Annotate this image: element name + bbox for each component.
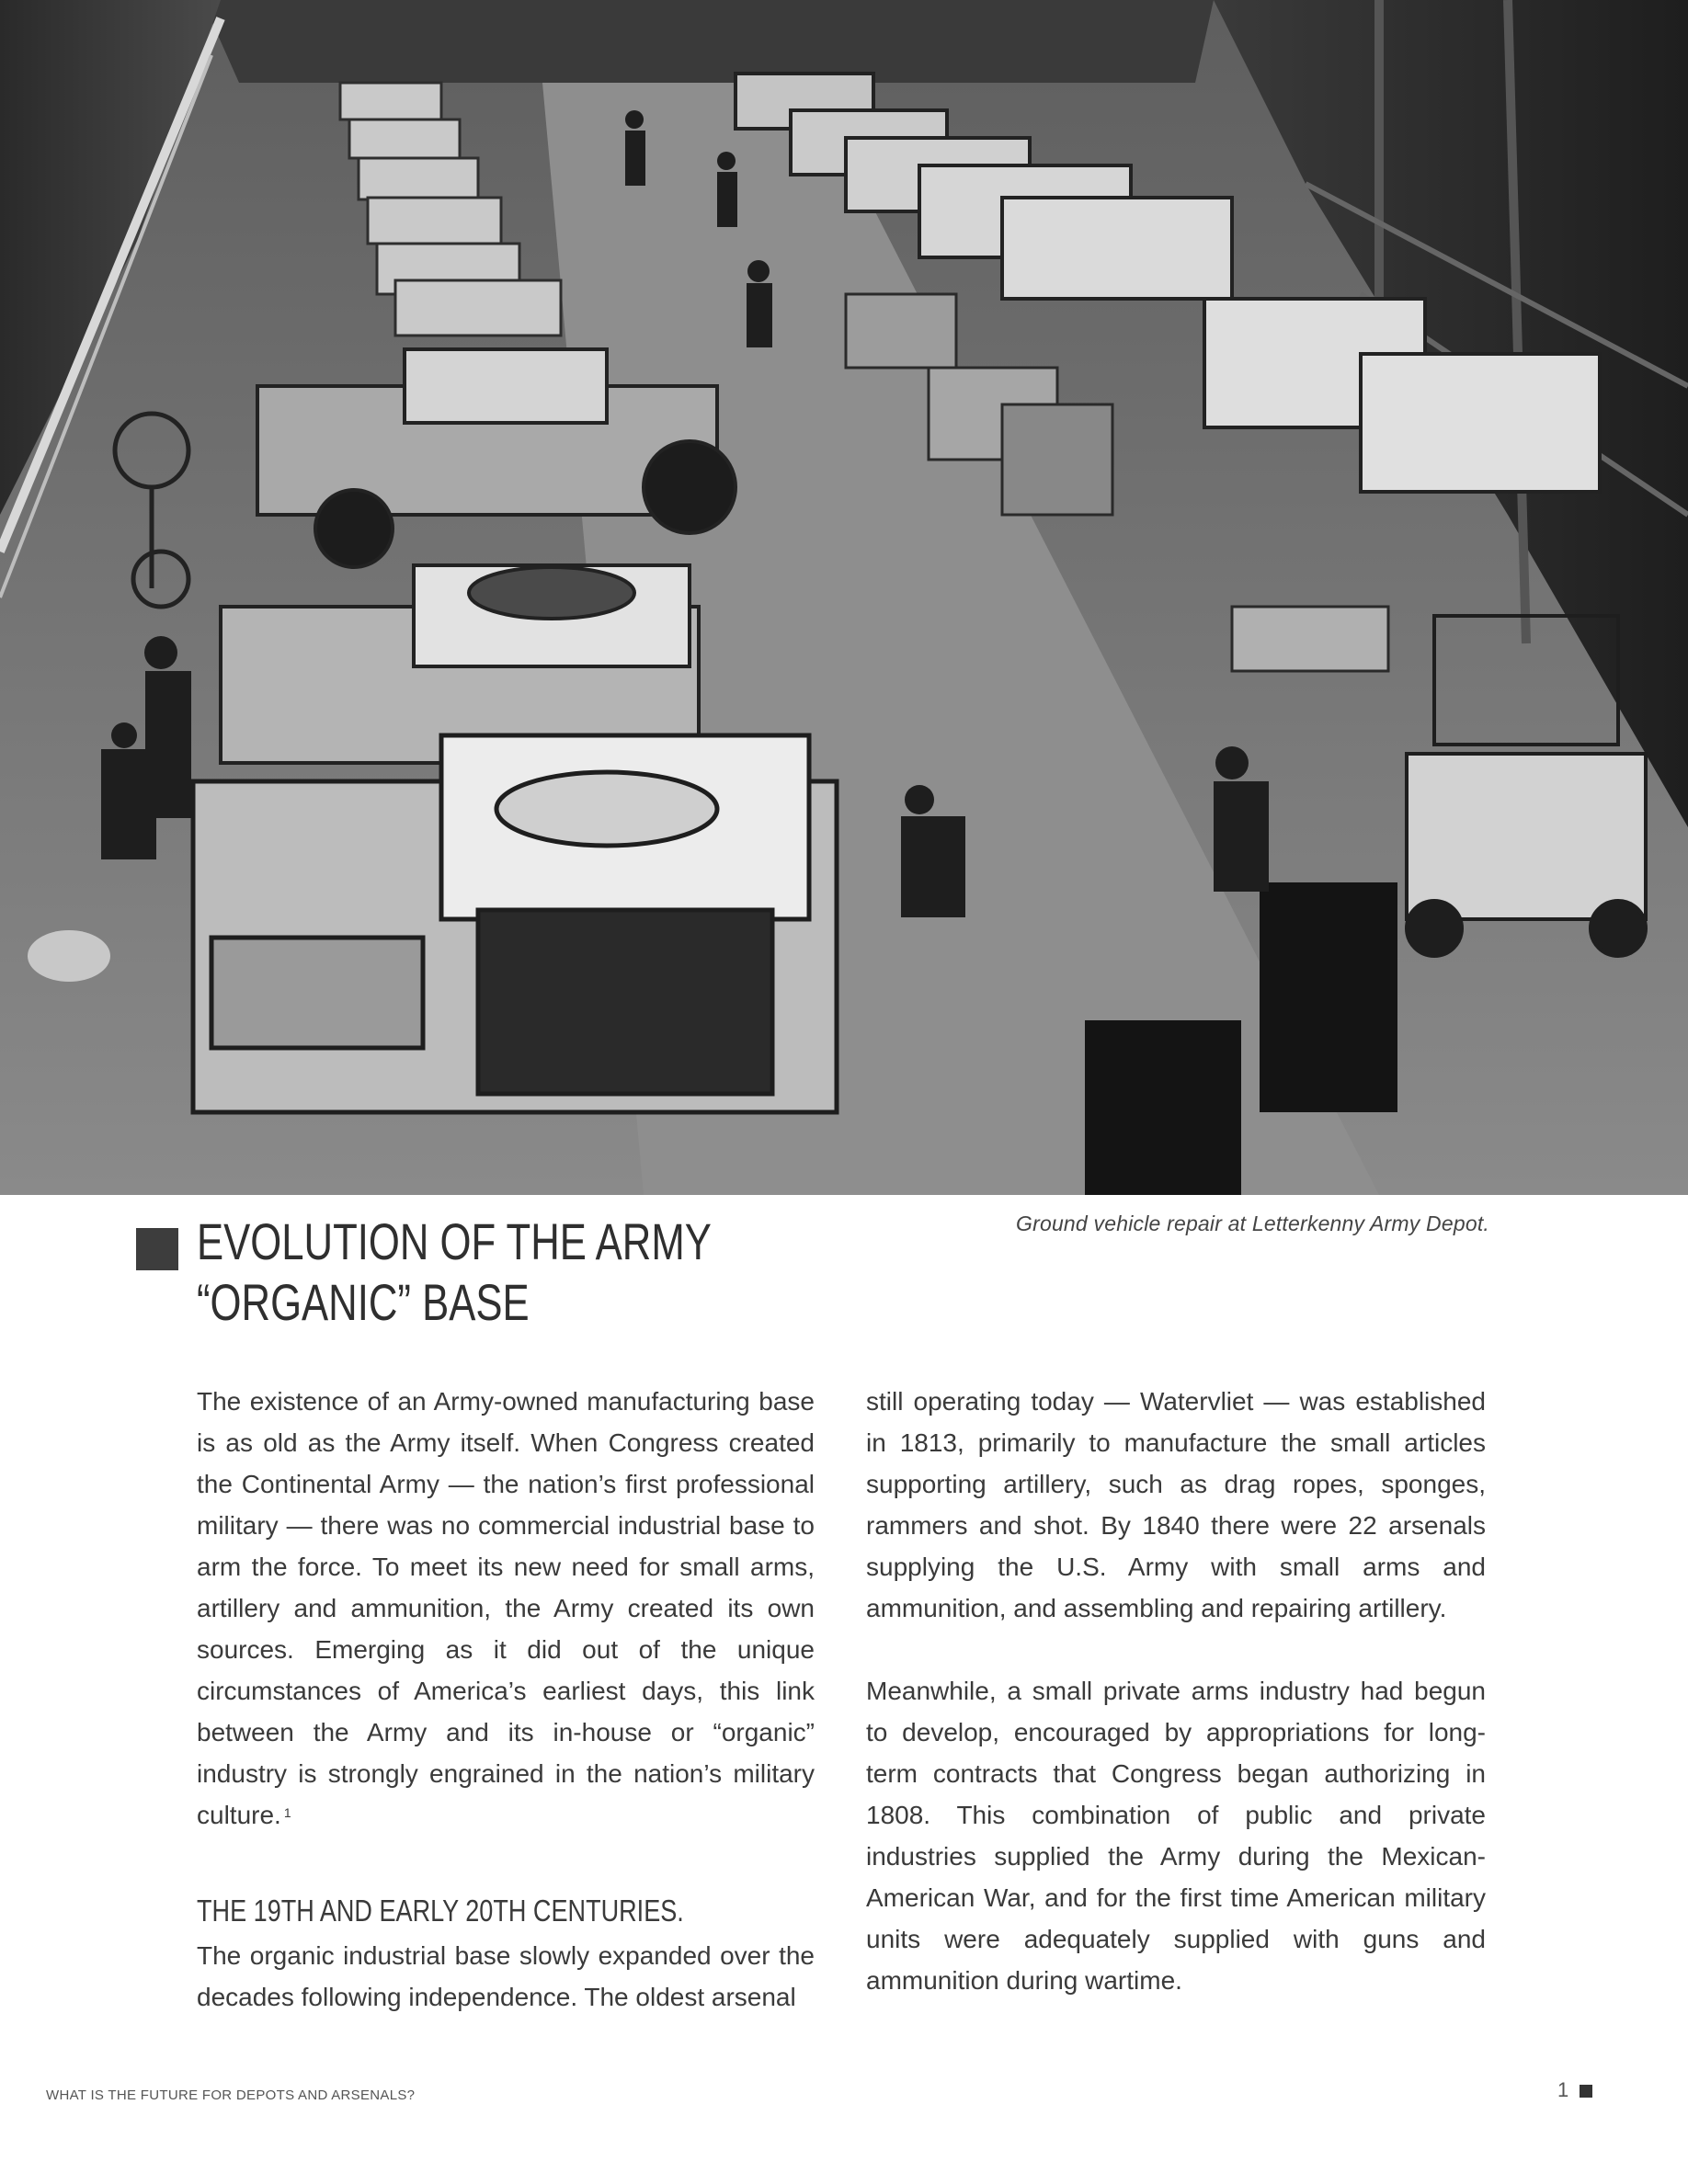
right-paragraph-2: Meanwhile, a small private arms industry had begun to develop, encouraged by appropriations for long-term contracts that Congress began authorizing in 1808. This combination of public and private industries supplied the Army during the Mexican-American War, and for the first time American military units were adequately supplied with guns and ammunition during wartime. (866, 1677, 1486, 1995)
heading-square-icon (136, 1228, 178, 1270)
subheading: THE 19TH AND EARLY 20TH CENTURIES. (197, 1894, 684, 1928)
left-paragraph-1-text: The existence of an Army-owned manufacturing base is as old as the Army itself. When Congress created the Continental Army — the nation’s first professional military — there was no commercial industrial base to arm the force. To meet its new need for small arms, artillery and ammunition, the Army created its own sources. Emerging as it did out of the unique circumstances of America’s earliest days, this link between the Army and its in-house or “organic” industry is strongly engrained in the nation’s military culture. (197, 1387, 815, 1829)
left-paragraph-2: The organic industrial base slowly expanded over the decades following independence. The oldest arsenal (197, 1941, 815, 2011)
footnote-reference: 1 (283, 1805, 291, 1820)
paragraph-gap (866, 1629, 1486, 1670)
section-heading (197, 1211, 712, 1333)
page-marker-square-icon (1580, 2085, 1592, 2098)
page-number: 1 (1557, 2078, 1569, 2101)
right-column (866, 1381, 1486, 2001)
heading-line-2: “ORGANIC” BASE (197, 1273, 530, 1331)
running-footer: WHAT IS THE FUTURE FOR DEPOTS AND ARSENALS? (46, 2087, 416, 2103)
heading-line-1: EVOLUTION OF THE ARMY (197, 1212, 712, 1270)
photo-caption: Ground vehicle repair at Letterkenny Army Depot. (1016, 1211, 1489, 1235)
left-paragraph-1 (197, 1381, 815, 1836)
right-paragraph-1: still operating today — Watervliet — was established in 1813, primarily to manufacture the small articles supporting artillery, such as drag ropes, sponges, rammers and shot. By 1840 there were 22 arsenals supplying the U.S. Army with small arms and ammunition, and assembling and repairing artillery. (866, 1387, 1486, 1622)
left-column (197, 1381, 815, 2018)
